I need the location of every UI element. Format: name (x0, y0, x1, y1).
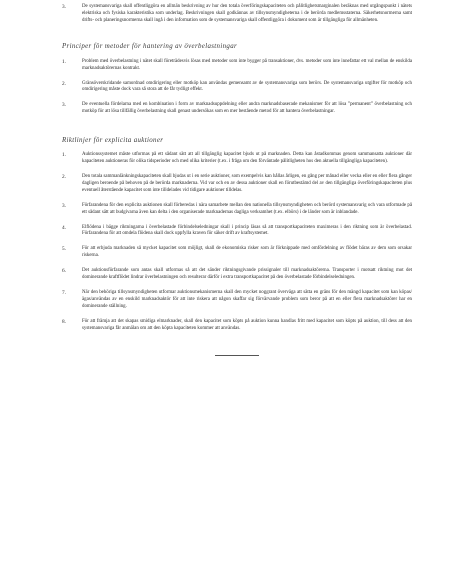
item-text: När den behöriga tillsynsmyndigheten utformar auktionsmekanismerna skall den mycket noggrant överväga att sätta en gräns för den mängd kapacitet som kan köpas/ägas/användas av en enskild marknadsaktör för att inte riskera att någon skaffar sig förvärvande problem som beror på att en eller flera marknadsaktörer har en dominerande ställning. (82, 289, 412, 309)
item-number: 2. (62, 173, 66, 180)
item-number: 3. (62, 202, 66, 209)
list-item (62, 268, 412, 282)
item-number: 3. (62, 102, 66, 109)
list-item (62, 102, 412, 116)
item-text: De systemansvariga skall offentliggöra en allmän beskrivning av hur den totala överföringskapaciteten och pålitlighetsmarginalen beräknas med utgångspunkt i nätets elektriska och fysiska karakteristika som underlag. Beskrivningen skall godkännas av tillsynsmyndigheterna i de berörda medlemsstaterna. Säkerhetsnormerna samt drifts- och planeringsnormerna skall ingå i den information som de systemansvariga skall offentliggöra i dokument som är tillgängliga för allmänheten. (82, 4, 412, 23)
list-item (62, 203, 412, 217)
item-number: 1. (62, 152, 66, 159)
list-item (62, 174, 412, 195)
item-text: Gränsöverskridande samordnad omdirigering eller motköp kan användas gemensamt av de systemansvariga som berörs. De systemansvariga utgifter för motköp och omdirigering måste dock vara så stora att de får tydligt effekt. (82, 80, 412, 93)
item-text: För att främja att det skapas smidiga elmarknader, skall den kapacitet som köpts på auktion kunna handlas fritt med kapacitet som köpts på auktion, till dess att den systemansvariga får anmälan om att den köpta kapaciteten kommer att användas. (82, 318, 412, 331)
list-item (62, 4, 412, 25)
item-text: De eventuella fördelarna med en kombination i form av marknadsuppdelning eller andra marknadsbaserade mekanismer för att lösa ”permanent” överbelastning och motköp för att lösa tillfällig överbelastning skall genast undersökas som en mer bestående metod för att hantera överbelastningar. (82, 102, 412, 115)
item-text: Den totala sammanlänkningskapaciteten skall bjudas ut i en serie auktioner, som exempelvis kan hållas årligen, en gång per månad eller vecka eller en eller flera gånger dagligen beroende på behoven på de berörda marknaderna. Vid var och en av dessa auktioner skall en förutbestämd del av den tillgängliga överföringskapaciteten plus eventuell återstående kapacitet som inte tilldelades vid tidigare auktioner tilldelas. (82, 173, 412, 193)
item-text: Förfarandena för den explicita auktionen skall förberedas i nära samarbete mellan den nationella tillsynsmyndigheten och berörd systemansvarig och vara utformade på ett sådant sätt att budgivarna även kan delta i den organiserade marknadernas dagliga verksamhet (t.ex. elbörs) i de länder som är inblandade. (82, 202, 412, 215)
item-number: 1. (62, 58, 66, 65)
item-number: 8. (62, 318, 66, 325)
list-item (62, 319, 412, 333)
item-number: 7. (62, 289, 66, 296)
item-text: Elflödena i bägge riktningarna i överbelastade förbindelseledningar skall i princip läsas så att transportkapaciteten maximeras i den riktning som är överbelastad. Förfarandena för att omdela flödena skall dock uppfylla kraven för säker drift av kraftsystemet. (82, 224, 412, 237)
item-number: 2. (62, 80, 66, 87)
section-heading: Principer för metoder för hantering av överbelastningar (62, 42, 238, 50)
item-number: 3. (62, 4, 66, 10)
list-item (62, 152, 412, 166)
item-number: 6. (62, 268, 66, 275)
end-divider (215, 355, 259, 356)
list-item (62, 246, 412, 260)
list-item (62, 59, 412, 73)
item-text: Auktionssystemet måste utformas på ett sådant sätt att all tillgänglig kapacitet bjuds ut på marknaden. Detta kan åstadkommas genom sammansatta auktioner där kapaciteten auktioneras för olika tidsperioder och med olika kriterier (t.ex. i fråga om den förväntade pålitligheten hos den aktuella tillgängliga kapaciteten). (82, 152, 412, 165)
list-item (62, 81, 412, 95)
item-number: 5. (62, 246, 66, 253)
item-text: För att erbjuda marknaden så mycket kapacitet som möjligt, skall de ekonomiska risker som är förknippade med omfördelning av flödet bäras av dem som orsakar riskerna. (82, 246, 412, 259)
list-item (62, 225, 412, 239)
item-text: Problem med överbelastning i nätet skall företrädesvis lösas med metoder som inte bygger på transaktioner, dvs. metoder som inte innefattar ett val mellan de enskilda marknadsaktörernas kontrakt. (82, 58, 412, 71)
list-item (62, 290, 412, 311)
section-heading: Riktlinjer för explicita auktioner (62, 137, 164, 145)
item-number: 4. (62, 224, 66, 231)
item-text: Det auktionsförfarande som antas skall utformas så att det sänder riktningsgivande prissignaler till marknadsaktörerna. Transporter i motsatt riktning mot det dominerande kraftflödet lindrar överbelastningen och resulterar därför i extra transportkapacitet på den överbelastade förbindelseledningen. (82, 268, 412, 281)
